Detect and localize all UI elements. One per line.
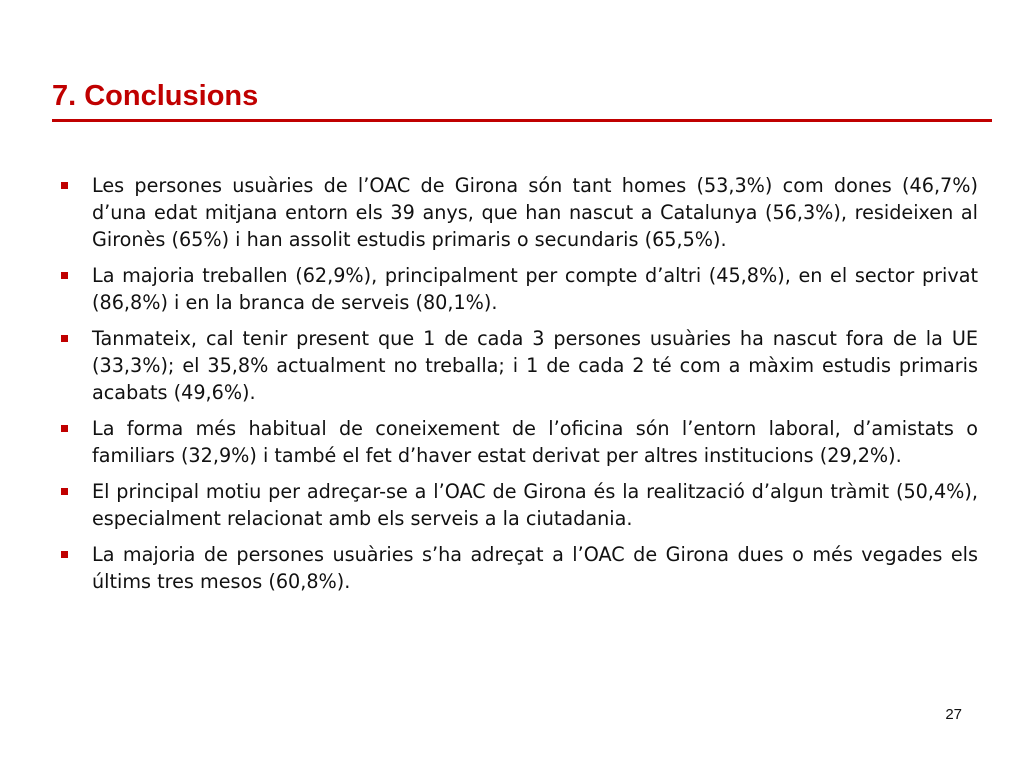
bullet-text: El principal motiu per adreçar-se a l’OAC de Girona és la realització d’algun tràmit (50,4%), especialment relacionat amb els serveis a la ciutadania. xyxy=(92,480,978,530)
bullet-item-6 xyxy=(58,541,978,595)
bullet-item-1 xyxy=(58,172,978,253)
bullet-text: La majoria treballen (62,9%), principalment per compte d’altri (45,8%), en el sector privat (86,8%) i en la branca de serveis (80,1%). xyxy=(92,264,978,314)
bullet-text: La majoria de persones usuàries s’ha adreçat a l’OAC de Girona dues o més vegades els últims tres mesos (60,8%). xyxy=(92,543,978,593)
square-bullet-icon xyxy=(61,551,68,558)
square-bullet-icon xyxy=(61,335,68,342)
bullet-text: Tanmateix, cal tenir present que 1 de cada 3 persones usuàries ha nascut fora de la UE (33,3%); el 35,8% actualment no treballa; i 1 de cada 2 té com a màxim estudis primaris acabats (49,6%). xyxy=(92,327,978,404)
square-bullet-icon xyxy=(61,272,68,279)
bullet-text: Les persones usuàries de l’OAC de Girona són tant homes (53,3%) com dones (46,7%) d’una edat mitjana entorn els 39 anys, que han nascut a Catalunya (56,3%), resideixen al Gironès (65%) i han assolit estudis primaris o secundaris (65,5%). xyxy=(92,174,978,251)
conclusions-list xyxy=(58,172,978,604)
bullet-item-4 xyxy=(58,415,978,469)
bullet-item-2 xyxy=(58,262,978,316)
square-bullet-icon xyxy=(61,425,68,432)
page-number: 27 xyxy=(945,706,962,723)
slide-title: 7. Conclusions xyxy=(52,80,259,112)
bullet-text: La forma més habitual de coneixement de l’oficina són l’entorn laboral, d’amistats o familiars (32,9%) i també el fet d’haver estat derivat per altres institucions (29,2%). xyxy=(92,417,978,467)
bullet-item-5 xyxy=(58,478,978,532)
bullet-item-3 xyxy=(58,325,978,406)
square-bullet-icon xyxy=(61,182,68,189)
title-underline xyxy=(52,119,992,122)
square-bullet-icon xyxy=(61,488,68,495)
